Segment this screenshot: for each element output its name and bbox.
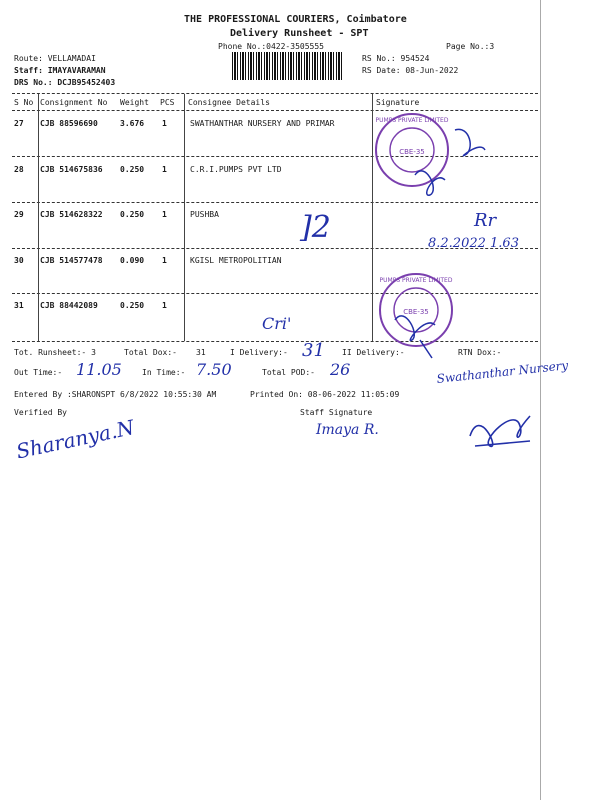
route: Route: VELLAMADAI	[14, 54, 96, 63]
table-row-consignee: PUSHBA	[190, 210, 219, 219]
right-margin-note: Swathanthar Nursery	[436, 358, 569, 386]
out-time-label: Out Time:-	[14, 368, 63, 377]
total-pod-value: 26	[330, 360, 351, 379]
table-top-rule	[12, 93, 538, 94]
handwritten-signature: Rr	[474, 210, 497, 231]
col-header-consignee: Consignee Details	[188, 98, 270, 107]
entered-by: Entered By :SHARONSPT 6/8/2022 10:55:30 AM	[14, 390, 217, 399]
table-row-pcs: 1	[162, 119, 167, 128]
col-header-sno: S No	[14, 98, 34, 107]
rtn-dox-label: RTN Dox:-	[458, 348, 502, 357]
row-divider	[12, 202, 538, 203]
table-row-sno: 31	[14, 301, 24, 310]
table-row-weight: 3.676	[120, 119, 145, 128]
i-delivery-value: 31	[302, 340, 325, 361]
column-rule	[184, 94, 185, 341]
runsheet-title: Delivery Runsheet - SPT	[230, 28, 369, 39]
table-row-weight: 0.250	[120, 165, 145, 174]
drs-number: DRS No.: DCJB95452403	[14, 78, 116, 87]
table-header-rule	[12, 110, 538, 111]
table-row-weight: 0.090	[120, 256, 145, 265]
col-header-weight: Weight	[120, 98, 149, 107]
rs-number: RS No.: 954524	[362, 54, 430, 63]
handwritten-date: 8.2.2022 1.63	[428, 236, 519, 251]
page-edge	[540, 0, 541, 800]
col-header-signature: Signature	[376, 98, 420, 107]
staff-signature-label: Staff Signature	[300, 408, 373, 417]
table-row-consignment: CJB 514675836	[40, 165, 103, 174]
column-rule	[38, 94, 39, 341]
total-pod-label: Total POD:-	[262, 368, 315, 377]
barcode	[232, 52, 342, 80]
tot-runsheet: Tot. Runsheet:- 3	[14, 348, 96, 357]
total-dox-label: Total Dox:-	[124, 348, 177, 357]
page-number: Page No.:3	[446, 42, 495, 51]
in-time-label: In Time:-	[142, 368, 186, 377]
table-row-consignment: CJB 514628322	[40, 210, 103, 219]
table-row-consignee: SWATHANTHAR NURSERY AND PRIMAR	[190, 119, 335, 128]
rs-date: RS Date: 08-Jun-2022	[362, 66, 459, 75]
col-header-consignment: Consignment No	[40, 98, 108, 107]
stamp-code: CBE-35	[403, 308, 429, 316]
table-row-sno: 28	[14, 165, 24, 174]
col-header-pcs: PCS	[160, 98, 175, 107]
phone-number: Phone No.:0422-3505555	[218, 42, 324, 51]
table-row-weight: 0.250	[120, 210, 145, 219]
out-time-value: 11.05	[76, 360, 122, 379]
table-row-pcs: 1	[162, 301, 167, 310]
stamp-code: CBE-35	[399, 148, 425, 156]
in-time-value: 7.50	[196, 360, 232, 379]
table-row-pcs: 1	[162, 210, 167, 219]
ii-delivery-label: II Delivery:-	[342, 348, 405, 357]
stamp-text: PUMPS PRIVATE LIMITED	[379, 277, 453, 284]
signature-scribble	[460, 396, 540, 456]
table-row-sno: 30	[14, 256, 24, 265]
table-row-consignment: CJB 88596690	[40, 119, 98, 128]
handwritten-note: Cri'	[262, 314, 292, 333]
table-row-sno: 29	[14, 210, 24, 219]
table-row-pcs: 1	[162, 165, 167, 174]
printed-on: Printed On: 08-06-2022 11:05:09	[250, 390, 400, 399]
staff: Staff: IMAYAVARAMAN	[14, 66, 106, 75]
staff-signature: Imaya R.	[316, 422, 379, 438]
table-row-weight: 0.250	[120, 301, 145, 310]
total-dox-value: 31	[196, 348, 206, 357]
i-delivery-label: I Delivery:-	[230, 348, 288, 357]
signature-scribble	[395, 120, 495, 200]
table-row-consignee: KGISL METROPOLITIAN	[190, 256, 282, 265]
stamp-text: PUMPS PRIVATE LIMITED	[375, 117, 449, 124]
table-row-consignee: C.R.I.PUMPS PVT LTD	[190, 165, 282, 174]
verified-by-label: Verified By	[14, 408, 67, 417]
verified-signature: Sharanya.N	[14, 415, 137, 464]
table-row-sno: 27	[14, 119, 24, 128]
company-title: THE PROFESSIONAL COURIERS, Coimbatore	[184, 14, 407, 25]
table-row-consignment: CJB 514577478	[40, 256, 103, 265]
table-row-pcs: 1	[162, 256, 167, 265]
handwritten-bracket: ]2	[300, 210, 331, 245]
table-row-consignment: CJB 88442089	[40, 301, 98, 310]
